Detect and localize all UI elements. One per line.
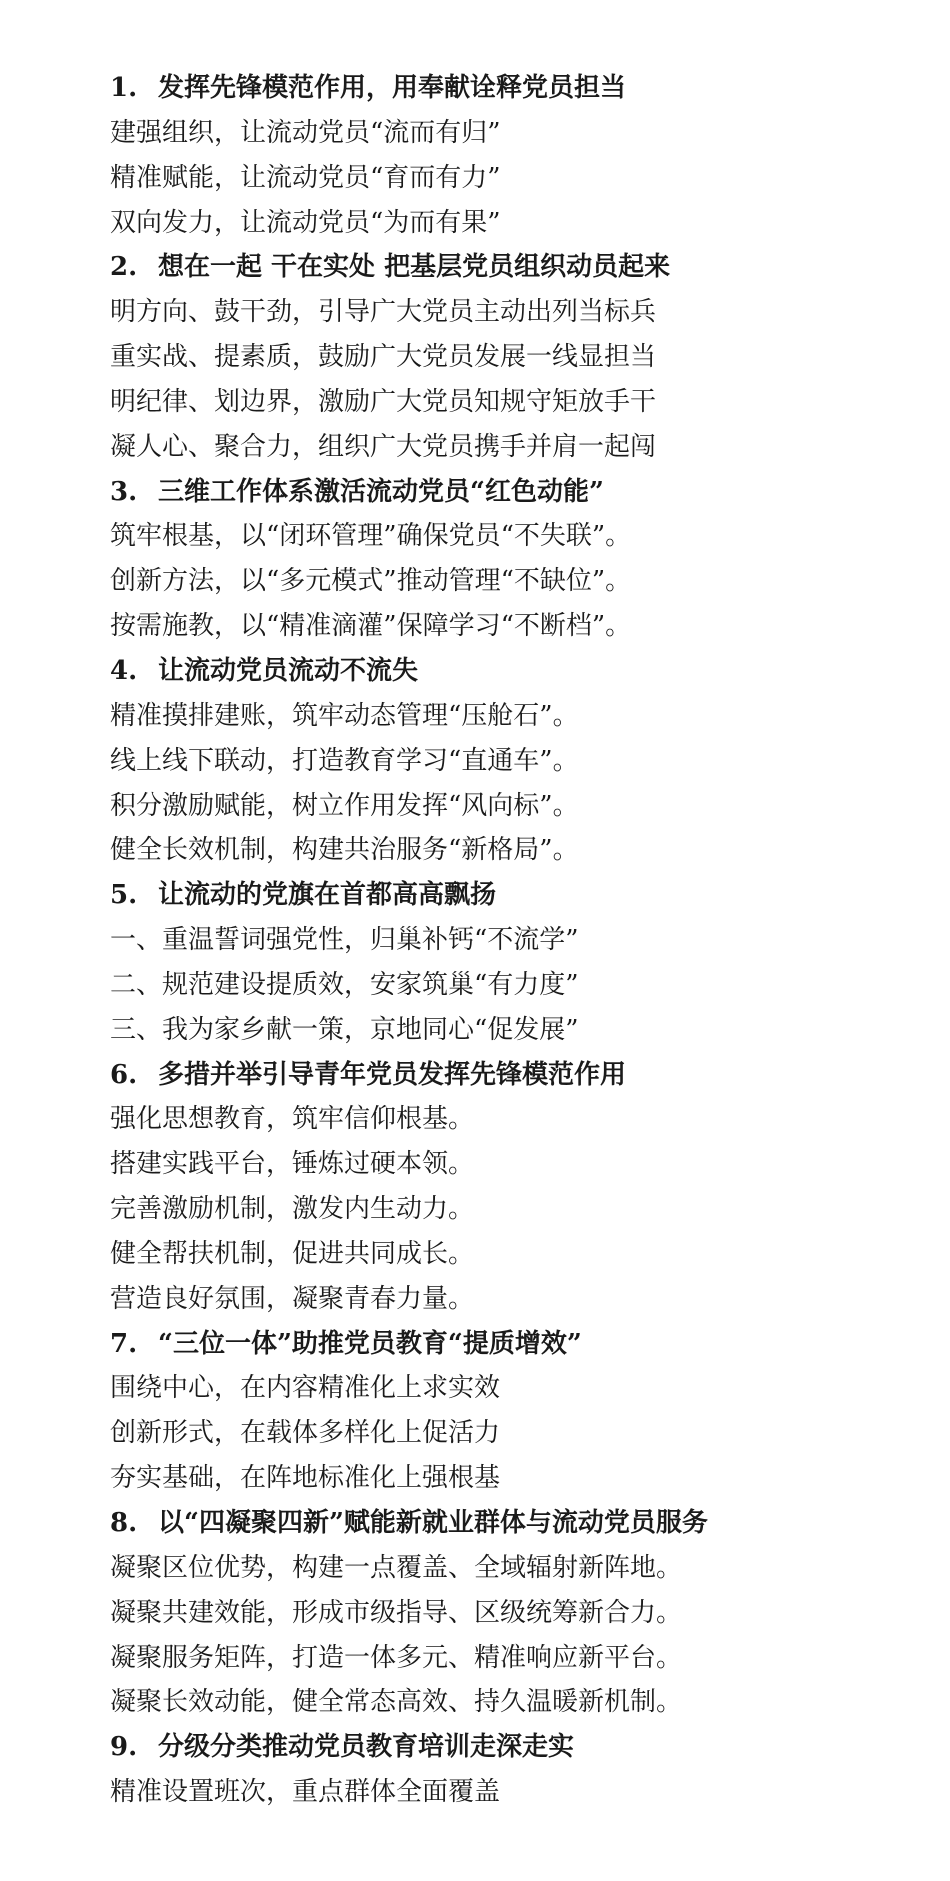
section-title: 发挥先锋模范作用，用奉献诠释党员担当 <box>158 73 627 103</box>
section-line: 搭建实践平台，锤炼过硬本领。 <box>110 1149 475 1180</box>
section-line: 精准摸排建账，筑牢动态管理“压舱石”。 <box>110 700 579 731</box>
section-line: 筑牢根基，以“闭环管理”确保党员“不失联”。 <box>110 521 632 552</box>
section-title: 让流动的党旗在首都高高飘扬 <box>158 880 497 911</box>
section-number: 7. <box>110 1328 138 1359</box>
section-line: 强化思想教育，筑牢信仰根基。 <box>110 1104 475 1135</box>
section-line: 按需施教，以“精准滴灌”保障学习“不断档”。 <box>110 611 632 642</box>
section-heading <box>110 470 890 515</box>
section-line: 健全长效机制，构建共治服务“新格局”。 <box>110 835 579 866</box>
section-line: 三、我为家乡献一策，京地同心“促发展” <box>110 1014 579 1045</box>
section-title: “三位一体”助推党员教育“提质增效” <box>158 1328 582 1359</box>
section-line: 夯实基础，在阵地标准化上强根基 <box>110 1463 501 1494</box>
section-heading <box>110 1322 890 1367</box>
section-number: 6. <box>110 1059 138 1090</box>
section-line: 精准赋能，让流动党员“育而有力” <box>110 162 501 193</box>
section-line: 双向发力，让流动党员“为而有果” <box>110 207 501 238</box>
section-line: 营造良好氛围，凝聚青春力量。 <box>110 1283 475 1314</box>
section-number: 9. <box>110 1732 138 1763</box>
section-title: 三维工作体系激活流动党员“红色动能” <box>158 476 604 507</box>
section-title: 想在一起 干在实处 把基层党员组织动员起来 <box>158 252 671 283</box>
section-line: 重实战、提素质，鼓励广大党员发展一线显担当 <box>110 342 657 373</box>
section-line: 建强组织，让流动党员“流而有归” <box>110 117 501 148</box>
section-number: 2. <box>110 252 138 283</box>
document-body <box>110 66 890 1815</box>
section-title: 让流动党员流动不流失 <box>158 655 419 686</box>
section-heading <box>110 1725 890 1770</box>
section-line: 凝人心、聚合力，组织广大党员携手并肩一起闯 <box>110 431 657 462</box>
section-title: 多措并举引导青年党员发挥先锋模范作用 <box>158 1059 627 1090</box>
section-number: 3. <box>110 476 138 507</box>
section-line: 明纪律、划边界，激励广大党员知规守矩放手干 <box>110 386 657 417</box>
section-line: 创新方法，以“多元模式”推动管理“不缺位”。 <box>110 566 632 597</box>
section-line: 凝聚长效动能，健全常态高效、持久温暖新机制。 <box>110 1687 683 1718</box>
section-title: 分级分类推动党员教育培训走深走实 <box>158 1732 575 1763</box>
section-heading <box>110 649 890 694</box>
section-number: 8. <box>110 1508 138 1538</box>
section-heading <box>110 245 890 290</box>
section-line: 积分激励赋能，树立作用发挥“风向标”。 <box>110 790 579 821</box>
section-number: 5. <box>110 880 138 911</box>
section-line: 凝聚服务矩阵，打造一体多元、精准响应新平台。 <box>110 1642 683 1673</box>
section-heading <box>110 66 890 111</box>
section-line: 围绕中心，在内容精准化上求实效 <box>110 1373 501 1404</box>
section-heading <box>110 1053 890 1098</box>
section-line: 凝聚共建效能，形成市级指导、区级统筹新合力。 <box>110 1597 683 1628</box>
section-line: 二、规范建设提质效，安家筑巢“有力度” <box>110 969 579 1000</box>
section-title: 以“四凝聚四新”赋能新就业群体与流动党员服务 <box>158 1508 708 1538</box>
section-number: 1. <box>110 73 138 103</box>
section-line: 明方向、鼓干劲，引导广大党员主动出列当标兵 <box>110 297 657 328</box>
section-line: 精准设置班次，重点群体全面覆盖 <box>110 1777 501 1808</box>
section-line: 线上线下联动，打造教育学习“直通车”。 <box>110 745 579 776</box>
section-line: 创新形式，在载体多样化上促活力 <box>110 1418 501 1449</box>
section-line: 凝聚区位优势，构建一点覆盖、全域辐射新阵地。 <box>110 1552 683 1583</box>
section-line: 完善激励机制，激发内生动力。 <box>110 1194 475 1225</box>
section-line: 一、重温誓词强党性，归巢补钙“不流学” <box>110 925 579 956</box>
section-heading <box>110 873 890 918</box>
section-heading <box>110 1501 890 1546</box>
section-line: 健全帮扶机制，促进共同成长。 <box>110 1238 475 1269</box>
section-number: 4. <box>110 655 138 686</box>
